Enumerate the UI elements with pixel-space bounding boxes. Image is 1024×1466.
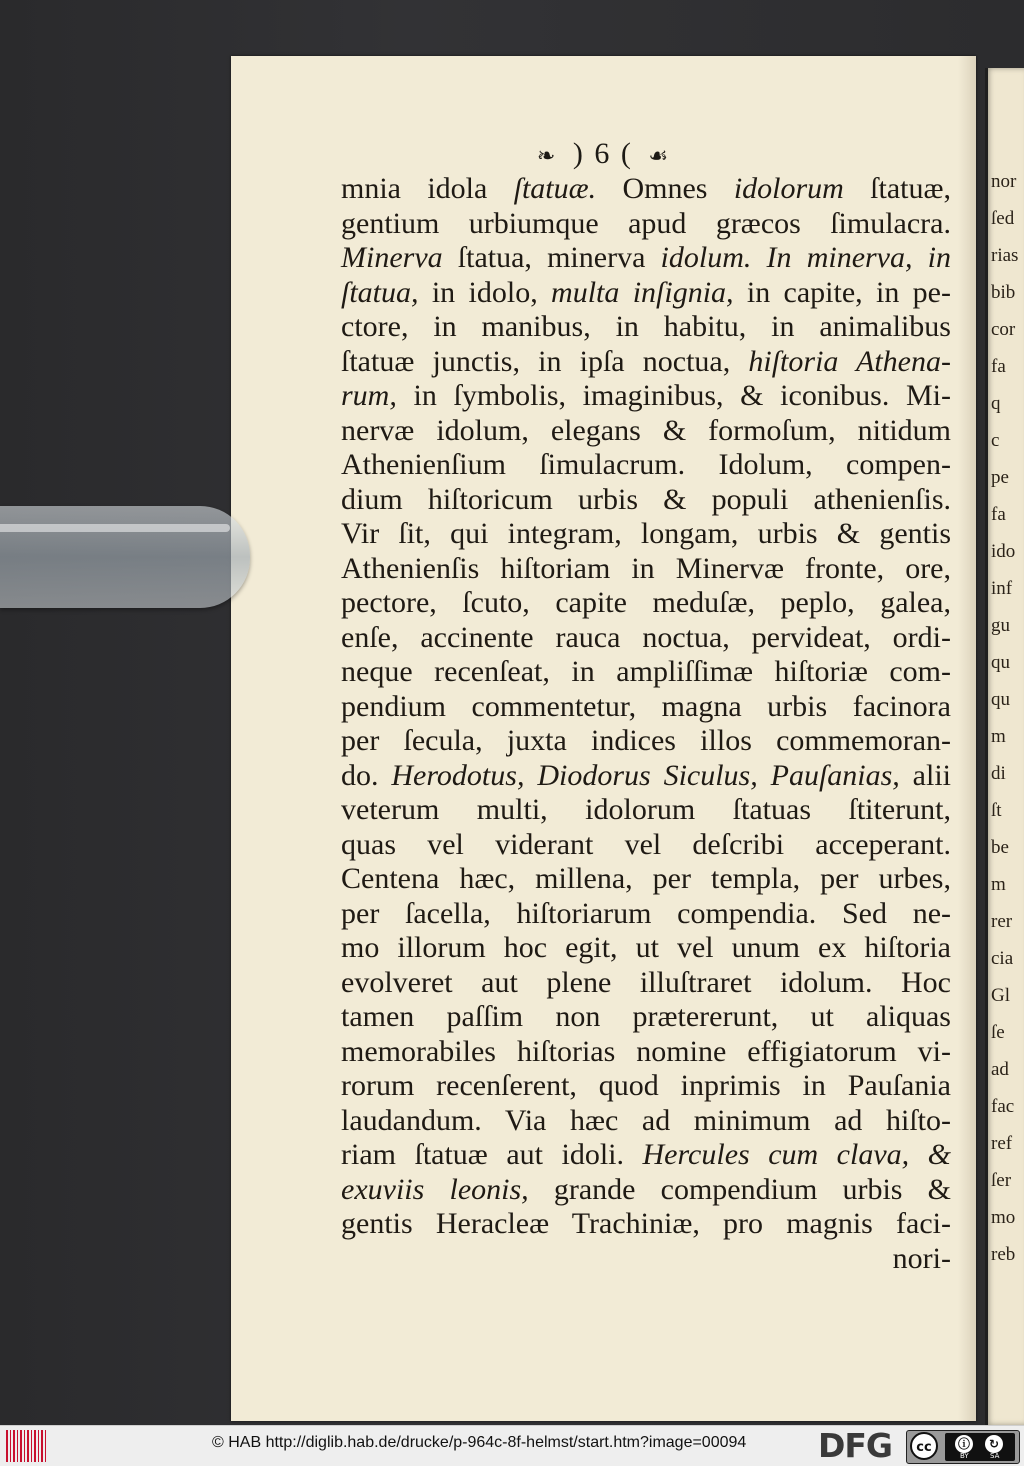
roman-text: per ſacella, hiſtoriarum compendia. Sed ne- xyxy=(341,896,951,930)
adjacent-fragment: bib xyxy=(991,282,1016,303)
roman-text: laudandum. Via hæc ad minimum ad hiſto- xyxy=(341,1103,951,1137)
text-line xyxy=(341,517,951,552)
text-line xyxy=(341,483,951,518)
roman-text: nervæ idolum, elegans & formoſum, nitidum xyxy=(341,413,951,447)
text-line xyxy=(341,1069,951,1104)
adjacent-fragment: ref xyxy=(991,1133,1013,1154)
roman-text: in ſymbolis, imaginibus, & iconibus. Mi- xyxy=(396,379,951,412)
italic-text: Minerva xyxy=(341,241,443,274)
catchword: nori- xyxy=(892,1241,951,1275)
sa-label: SA xyxy=(990,1452,1000,1460)
roman-text: dium hiſtoricum urbis & populi athenienſis. xyxy=(341,482,951,516)
adjacent-fragment: inf xyxy=(991,578,1013,599)
roman-text: neque recenſeat, in ampliſſimæ hiſtoriæ com- xyxy=(341,655,951,688)
text-line xyxy=(341,379,951,414)
roman-text: alii xyxy=(899,758,952,792)
adjacent-fragment: qu xyxy=(991,652,1010,673)
roman-text: ſtatuæ, xyxy=(843,172,951,205)
adjacent-fragment: ſe xyxy=(991,1022,1005,1043)
roman-text: in capite, in pe- xyxy=(733,275,951,309)
roman-text: per ſecula, juxta indices illos commemoran- xyxy=(341,724,951,757)
adjacent-fragment: pe xyxy=(991,467,1009,488)
roman-text: Centena hæc, millena, per templa, per urbes, xyxy=(341,862,951,895)
adjacent-fragment: cia xyxy=(991,948,1014,969)
text-line xyxy=(341,586,951,621)
adjacent-fragment: mo xyxy=(991,1207,1016,1228)
text-line xyxy=(341,1173,951,1208)
text-line xyxy=(341,690,951,725)
adjacent-fragment: ſed xyxy=(991,208,1015,229)
adjacent-fragment: be xyxy=(991,837,1009,858)
copyright-url[interactable]: © HAB http://diglib.hab.de/drucke/p-964c-8f-helmst/start.htm?image=00094 xyxy=(212,1434,747,1451)
text-line xyxy=(341,828,951,863)
roman-text: ſtatua, minerva xyxy=(442,241,661,274)
adjacent-fragment: cor xyxy=(991,319,1016,340)
left-ornament-icon: ❧ xyxy=(536,143,558,169)
italic-text: multa inſignia, xyxy=(551,275,734,309)
text-line xyxy=(341,793,951,828)
roman-text: pectore, ſcuto, capite meduſæ, peplo, galea, xyxy=(341,586,951,619)
adjacent-fragment: m xyxy=(991,726,1006,747)
roman-text: in idolo, xyxy=(418,275,552,309)
gutter-shadow xyxy=(985,68,988,1425)
text-line xyxy=(341,345,951,380)
roman-text: veterum multi, idolorum ſtatuas ſtiterunt, xyxy=(341,793,951,826)
adjacent-fragment: m xyxy=(991,874,1006,895)
roman-text: gentium urbiumque apud græcos ſimulacra. xyxy=(341,206,951,240)
adjacent-fragment: qu xyxy=(991,689,1010,710)
text-line xyxy=(341,1035,951,1070)
roman-text: rorum recenſerent, quod inprimis in Pauſania xyxy=(341,1069,951,1102)
adjacent-fragment: ſt xyxy=(991,800,1002,821)
right-ornament-icon: ☙ xyxy=(648,143,671,169)
text-line xyxy=(341,897,951,932)
text-line xyxy=(341,966,951,1001)
hab-barcode-icon xyxy=(6,1430,48,1462)
roman-text: grande compendium urbis & xyxy=(528,1172,952,1206)
page-holder-clip xyxy=(0,506,250,608)
adjacent-fragment: q xyxy=(991,393,1001,414)
page-number: ) 6 ( xyxy=(572,137,633,170)
text-line xyxy=(341,207,951,242)
text-line xyxy=(341,172,951,207)
text-line xyxy=(341,552,951,587)
text-line xyxy=(341,862,951,897)
italic-text: exuviis leonis, xyxy=(341,1172,529,1206)
roman-text: do. xyxy=(341,758,392,792)
adjacent-fragment: gu xyxy=(991,615,1010,636)
roman-text: tamen paſſim non prætererunt, ut aliquas xyxy=(341,1000,951,1033)
by-label: BY xyxy=(960,1452,969,1460)
footer-bar xyxy=(0,1425,1024,1466)
adjacent-fragment: di xyxy=(991,763,1006,784)
text-line xyxy=(341,759,951,794)
italic-text: rum, xyxy=(341,379,397,412)
body-text xyxy=(341,172,951,1276)
roman-text: quas vel viderant vel deſcribi acceperant. xyxy=(341,827,951,861)
roman-text: mo illorum hoc egit, ut vel unum ex hiſtoria xyxy=(341,931,951,964)
text-line xyxy=(341,621,951,656)
roman-text: enſe, accinente rauca noctua, pervideat, ordi- xyxy=(341,620,951,654)
roman-text: evolveret aut plene illuſtraret idolum. Hoc xyxy=(341,965,951,999)
adjacent-fragment: Gl xyxy=(991,985,1010,1006)
text-line xyxy=(341,310,951,345)
italic-text: Herodotus, Diodorus Siculus, Pauſanias, xyxy=(391,758,900,792)
italic-text: idolum. In minerva, in xyxy=(660,241,951,274)
roman-text: ſtatuæ junctis, in ipſa noctua, xyxy=(341,344,749,378)
italic-text: idolorum xyxy=(733,172,844,205)
roman-text: Athenienſis hiſtoriam in Minervæ fronte, ore, xyxy=(341,551,951,585)
sa-icon: ↻ xyxy=(985,1435,1003,1453)
roman-text: mnia idola xyxy=(341,172,514,205)
text-line xyxy=(341,931,951,966)
roman-text: memorabiles hiſtorias nomine effigiatorum vi- xyxy=(341,1034,951,1068)
roman-text: Omnes xyxy=(596,172,734,205)
dfg-logo: DFG xyxy=(818,1426,893,1465)
by-icon: ⓘ xyxy=(955,1435,973,1453)
adjacent-fragment: rer xyxy=(991,911,1013,932)
adjacent-fragment: ido xyxy=(991,541,1016,562)
roman-text: Athenienſium ſimulacrum. Idolum, compen- xyxy=(341,448,951,481)
adjacent-page xyxy=(985,68,1024,1425)
page-header xyxy=(231,137,976,171)
text-line xyxy=(341,414,951,449)
roman-text: ctore, in manibus, in habitu, in animalibus xyxy=(341,310,951,343)
roman-text: Vir ſit, qui integram, longam, urbis & gentis xyxy=(341,517,951,550)
adjacent-fragment: c xyxy=(991,430,1000,451)
cc-license-badge[interactable] xyxy=(906,1430,1020,1464)
text-line xyxy=(341,1207,951,1242)
cc-terms xyxy=(945,1433,1015,1461)
roman-text: pendium commentetur, magna urbis facinora xyxy=(341,689,951,723)
text-line xyxy=(341,655,951,690)
text-line xyxy=(341,1138,951,1173)
adjacent-fragment: fa xyxy=(991,356,1006,377)
adjacent-fragment: rias xyxy=(991,245,1019,266)
italic-text: ſtatuæ. xyxy=(513,172,597,205)
adjacent-fragment: fa xyxy=(991,504,1006,525)
roman-text: gentis Heracleæ Trachiniæ, pro magnis faci- xyxy=(341,1207,951,1240)
roman-text: riam ſtatuæ aut idoli. xyxy=(341,1138,643,1171)
adjacent-fragment: fac xyxy=(991,1096,1015,1117)
cc-icon: cc xyxy=(910,1432,938,1460)
text-line xyxy=(341,724,951,759)
text-line xyxy=(341,1000,951,1035)
italic-text: Hercules cum clava, & xyxy=(642,1138,951,1171)
adjacent-fragment: nor xyxy=(991,171,1017,192)
text-line xyxy=(341,276,951,311)
adjacent-fragment: ſer xyxy=(991,1170,1012,1191)
text-line xyxy=(341,1104,951,1139)
italic-text: ſtatua, xyxy=(341,275,419,309)
adjacent-fragment: ad xyxy=(991,1059,1009,1080)
adjacent-fragment: reb xyxy=(991,1244,1016,1265)
text-line xyxy=(341,241,951,276)
text-line xyxy=(341,448,951,483)
italic-text: hiſtoria Athena- xyxy=(748,344,951,378)
